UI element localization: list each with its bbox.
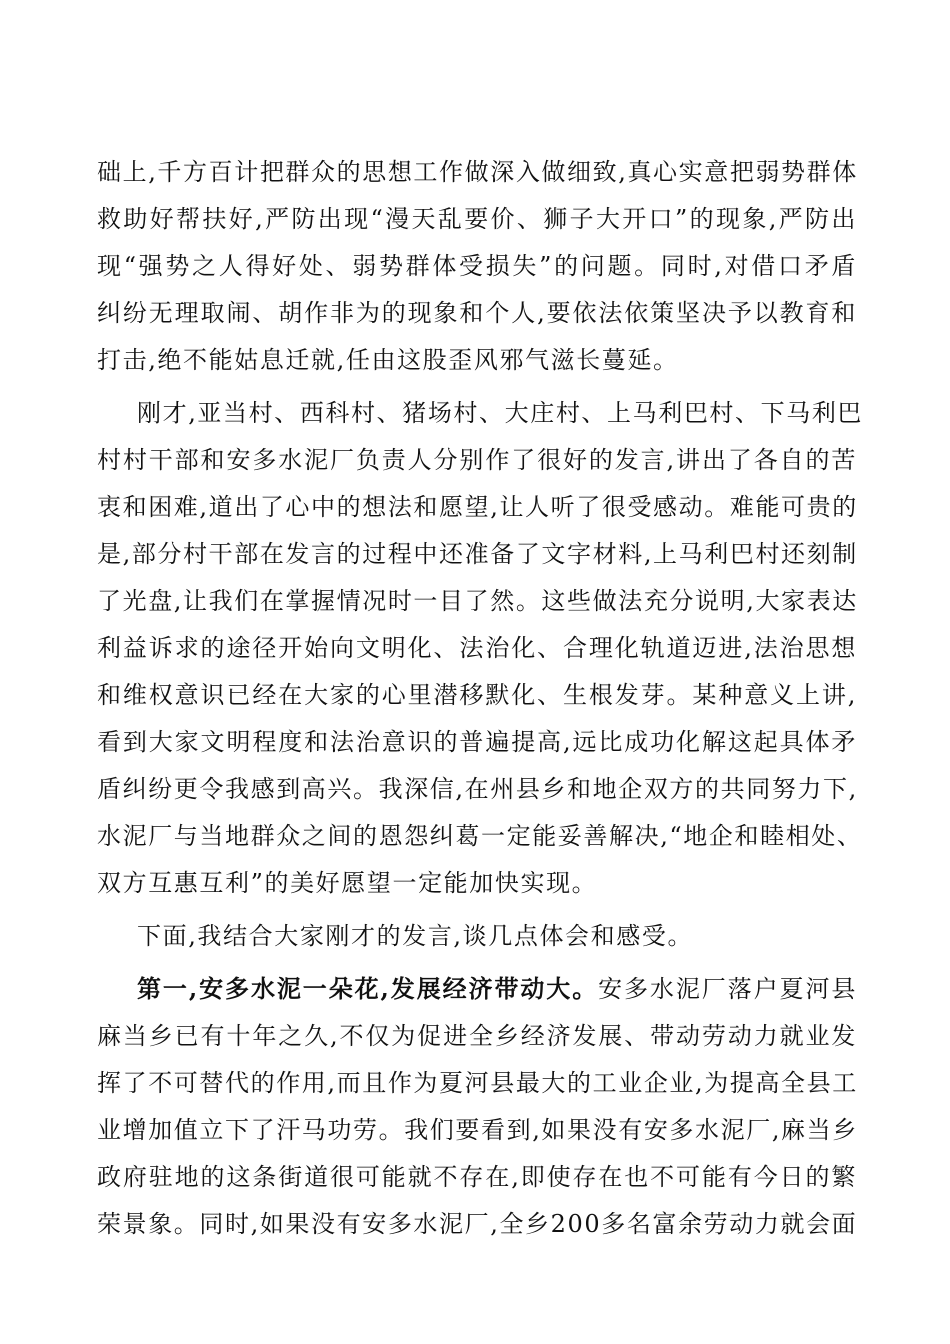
text-line-18 [137,969,857,1009]
text-line-11: 利益诉求的途径开始向文明化、法治化、合理化轨道迈进,法治思想 [97,634,857,662]
text-line-7: 村村干部和安多水泥厂负责人分别作了很好的发言,讲出了各自的苦 [97,446,857,474]
text-line-10: 了光盘,让我们在掌握情况时一目了然。这些做法充分说明,大家表达 [97,587,858,615]
text-line-23: 荣景象。同时,如果没有安多水泥厂,全乡200多名富余劳动力就会面 [97,1210,858,1238]
text-line-14: 盾纠纷更令我感到高兴。我深信,在州县乡和地企双方的共同努力下, [97,775,858,803]
text-line-8: 衷和困难,道出了心中的想法和愿望,让人听了很受感动。难能可贵的 [97,493,858,521]
section-heading: 第一,安多水泥一朵花,发展经济带动大。 [137,974,599,1003]
text-line-12: 和维权意识已经在大家的心里潜移默化、生根发芽。某种意义上讲, [97,681,857,709]
text-line-4: 纠纷无理取闹、胡作非为的现象和个人,要依法依策坚决予以教育和 [97,299,857,327]
text-line-13: 看到大家文明程度和法治意识的普遍提高,远比成功化解这起具体矛 [97,728,857,756]
text-line-17: 下面,我结合大家刚才的发言,谈几点体会和感受。 [137,922,694,950]
text-line-2: 救助好帮扶好,严防出现“漫天乱要价、狮子大开口”的现象,严防出 [97,205,857,233]
text-line-16: 双方互惠互利”的美好愿望一定能加快实现。 [97,869,598,897]
text-line-20: 挥了不可替代的作用,而且作为夏河县最大的工业企业,为提高全县工 [97,1069,858,1097]
text-line-6: 刚才,亚当村、西科村、猪场村、大庄村、上马利巴村、下马利巴 [137,399,864,427]
text-line-19: 麻当乡已有十年之久,不仅为促进全乡经济发展、带动劳动力就业发 [97,1022,857,1050]
text-line-5: 打击,绝不能姑息迁就,任由这股歪风邪气滋长蔓延。 [97,346,679,374]
section-heading-continuation: 安多水泥厂落户夏河县 [598,975,857,1003]
text-line-3: 现“强势之人得好处、弱势群体受损失”的问题。同时,对借口矛盾 [97,252,857,280]
text-line-9: 是,部分村干部在发言的过程中还准备了文字材料,上马利巴村还刻制 [97,540,858,568]
text-line-22: 政府驻地的这条街道很可能就不存在,即使存在也不可能有今日的繁 [97,1163,857,1191]
text-line-21: 业增加值立下了汗马功劳。我们要看到,如果没有安多水泥厂,麻当乡 [97,1116,858,1144]
text-line-15: 水泥厂与当地群众之间的恩怨纠葛一定能妥善解决,“地企和睦相处、 [97,822,863,850]
text-line-1: 础上,千方百计把群众的思想工作做深入做细致,真心实意把弱势群体 [97,158,858,186]
